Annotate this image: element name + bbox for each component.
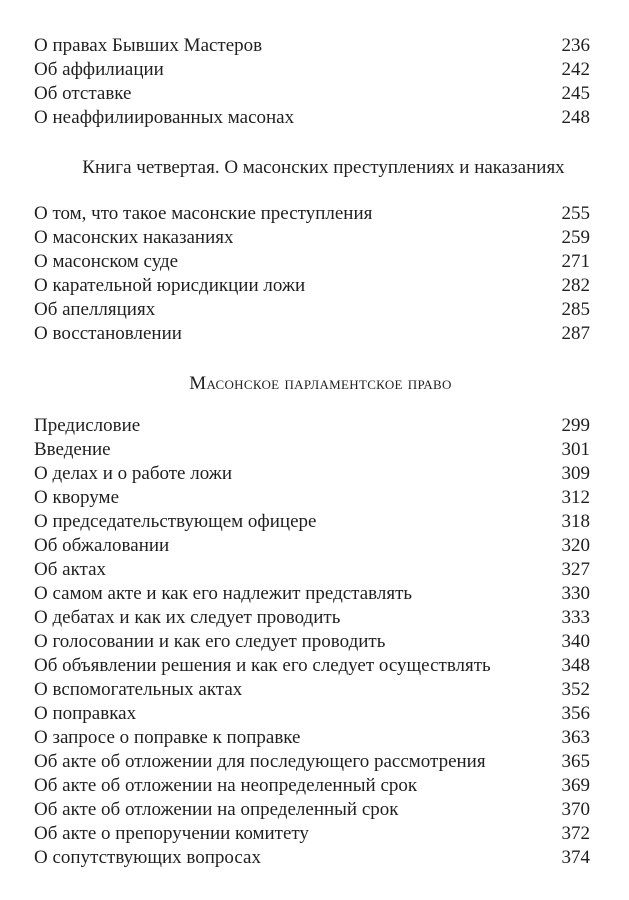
toc-entry-page: 285 bbox=[561, 299, 590, 320]
toc-entry-page: 333 bbox=[561, 607, 590, 628]
toc-entry bbox=[34, 438, 590, 462]
toc-entry-page: 312 bbox=[561, 487, 590, 508]
toc-entry-page: 369 bbox=[561, 775, 590, 796]
parliamentary-law-heading: Масонское парламентское право bbox=[189, 373, 452, 394]
toc-entry bbox=[34, 274, 590, 298]
toc-entry bbox=[34, 510, 590, 534]
toc-entry-title: О кворуме bbox=[34, 487, 119, 508]
toc-entry-title: О вспомогательных актах bbox=[34, 679, 243, 700]
toc-entry bbox=[34, 822, 590, 846]
toc-entry-page: 374 bbox=[561, 847, 590, 868]
toc-entry-title: Об акте об отложении на определенный срок bbox=[34, 799, 399, 820]
toc-entry bbox=[34, 726, 590, 750]
toc-entry-page: 259 bbox=[561, 227, 590, 248]
toc-entry-title: Введение bbox=[34, 439, 111, 460]
toc-entry-page: 271 bbox=[561, 251, 590, 272]
toc-entry bbox=[34, 606, 590, 630]
toc-entry-title: Об обжаловании bbox=[34, 535, 170, 556]
toc-entry-page: 236 bbox=[561, 35, 590, 56]
toc-entry-title: О карательной юрисдикции ложи bbox=[34, 275, 306, 296]
book-four-heading: Книга четвертая. О масонских преступлениях и наказаниях bbox=[82, 157, 565, 178]
toc-entry bbox=[34, 534, 590, 558]
toc-entry bbox=[34, 82, 590, 106]
toc-section-rights bbox=[34, 34, 590, 130]
toc-entry bbox=[34, 702, 590, 726]
toc-entry-title: Об акте об отложении для последующего рассмотрения bbox=[34, 751, 486, 772]
toc-entry-title: О самом акте и как его надлежит представлять bbox=[34, 583, 413, 604]
toc-entry-page: 327 bbox=[561, 559, 590, 580]
toc-entry bbox=[34, 582, 590, 606]
toc-entry bbox=[34, 558, 590, 582]
toc-entry bbox=[34, 414, 590, 438]
toc-entry-title: Об отставке bbox=[34, 83, 132, 104]
toc-entry-title: О неаффилиированных масонах bbox=[34, 107, 295, 128]
toc-entry bbox=[34, 58, 590, 82]
toc-entry-page: 352 bbox=[561, 679, 590, 700]
toc-entry-title: О восстановлении bbox=[34, 323, 182, 344]
toc-entry bbox=[34, 298, 590, 322]
toc-entry-page: 370 bbox=[561, 799, 590, 820]
toc-entry-page: 242 bbox=[561, 59, 590, 80]
toc-entry bbox=[34, 226, 590, 250]
toc-entry-page: 287 bbox=[561, 323, 590, 344]
toc-entry-page: 363 bbox=[561, 727, 590, 748]
toc-entry-title: Об акте об отложении на неопределенный срок bbox=[34, 775, 418, 796]
toc-entry-title: Об актах bbox=[34, 559, 107, 580]
toc-entry-page: 356 bbox=[561, 703, 590, 724]
toc-entry-page: 248 bbox=[561, 107, 590, 128]
toc-entry bbox=[34, 846, 590, 870]
toc-entry-title: О запросе о поправке к поправке bbox=[34, 727, 301, 748]
toc-entry-title: О делах и о работе ложи bbox=[34, 463, 233, 484]
toc-entry-page: 245 bbox=[561, 83, 590, 104]
toc-entry bbox=[34, 486, 590, 510]
toc-entry bbox=[34, 798, 590, 822]
toc-entry bbox=[34, 654, 590, 678]
toc-entry-page: 301 bbox=[561, 439, 590, 460]
toc-entry-title: О сопутствующих вопросах bbox=[34, 847, 261, 868]
toc-entry bbox=[34, 322, 590, 346]
toc-entry-title: Об аффилиации bbox=[34, 59, 164, 80]
toc-entry-title: Предисловие bbox=[34, 415, 141, 436]
toc-entry-title: О правах Бывших Мастеров bbox=[34, 35, 263, 56]
toc-entry bbox=[34, 34, 590, 58]
toc-entry-title: О масонском суде bbox=[34, 251, 179, 272]
toc-entry-page: 330 bbox=[561, 583, 590, 604]
toc-entry-page: 365 bbox=[561, 751, 590, 772]
toc-entry-title: Об апелляциях bbox=[34, 299, 156, 320]
toc-entry bbox=[34, 202, 590, 226]
toc-entry-page: 320 bbox=[561, 535, 590, 556]
toc-entry-title: О масонских наказаниях bbox=[34, 227, 234, 248]
toc-entry-title: О дебатах и как их следует проводить bbox=[34, 607, 341, 628]
toc-entry-title: Об объявлении решения и как его следует осуществлять bbox=[34, 655, 491, 676]
toc-entry-title: Об акте о препоручении комитету bbox=[34, 823, 309, 844]
toc-entry bbox=[34, 106, 590, 130]
toc-entry-page: 282 bbox=[561, 275, 590, 296]
toc-entry bbox=[34, 678, 590, 702]
toc-entry-page: 299 bbox=[561, 415, 590, 436]
toc-section-book-four bbox=[34, 202, 590, 346]
toc-entry-page: 318 bbox=[561, 511, 590, 532]
toc-entry bbox=[34, 750, 590, 774]
toc-entry-title: О голосовании и как его следует проводить bbox=[34, 631, 386, 652]
toc-entry-page: 372 bbox=[561, 823, 590, 844]
toc-entry bbox=[34, 462, 590, 486]
toc-entry-page: 255 bbox=[561, 203, 590, 224]
toc-entry-page: 309 bbox=[561, 463, 590, 484]
toc-entry-title: О председательствующем офицере bbox=[34, 511, 317, 532]
toc-entry-title: О поправках bbox=[34, 703, 137, 724]
toc-entry bbox=[34, 774, 590, 798]
toc-entry-page: 340 bbox=[561, 631, 590, 652]
toc-entry bbox=[34, 630, 590, 654]
toc-entry-title: О том, что такое масонские преступления bbox=[34, 203, 373, 224]
toc-entry bbox=[34, 250, 590, 274]
toc-section-parliamentary-law bbox=[34, 414, 590, 870]
toc-entry-page: 348 bbox=[561, 655, 590, 676]
